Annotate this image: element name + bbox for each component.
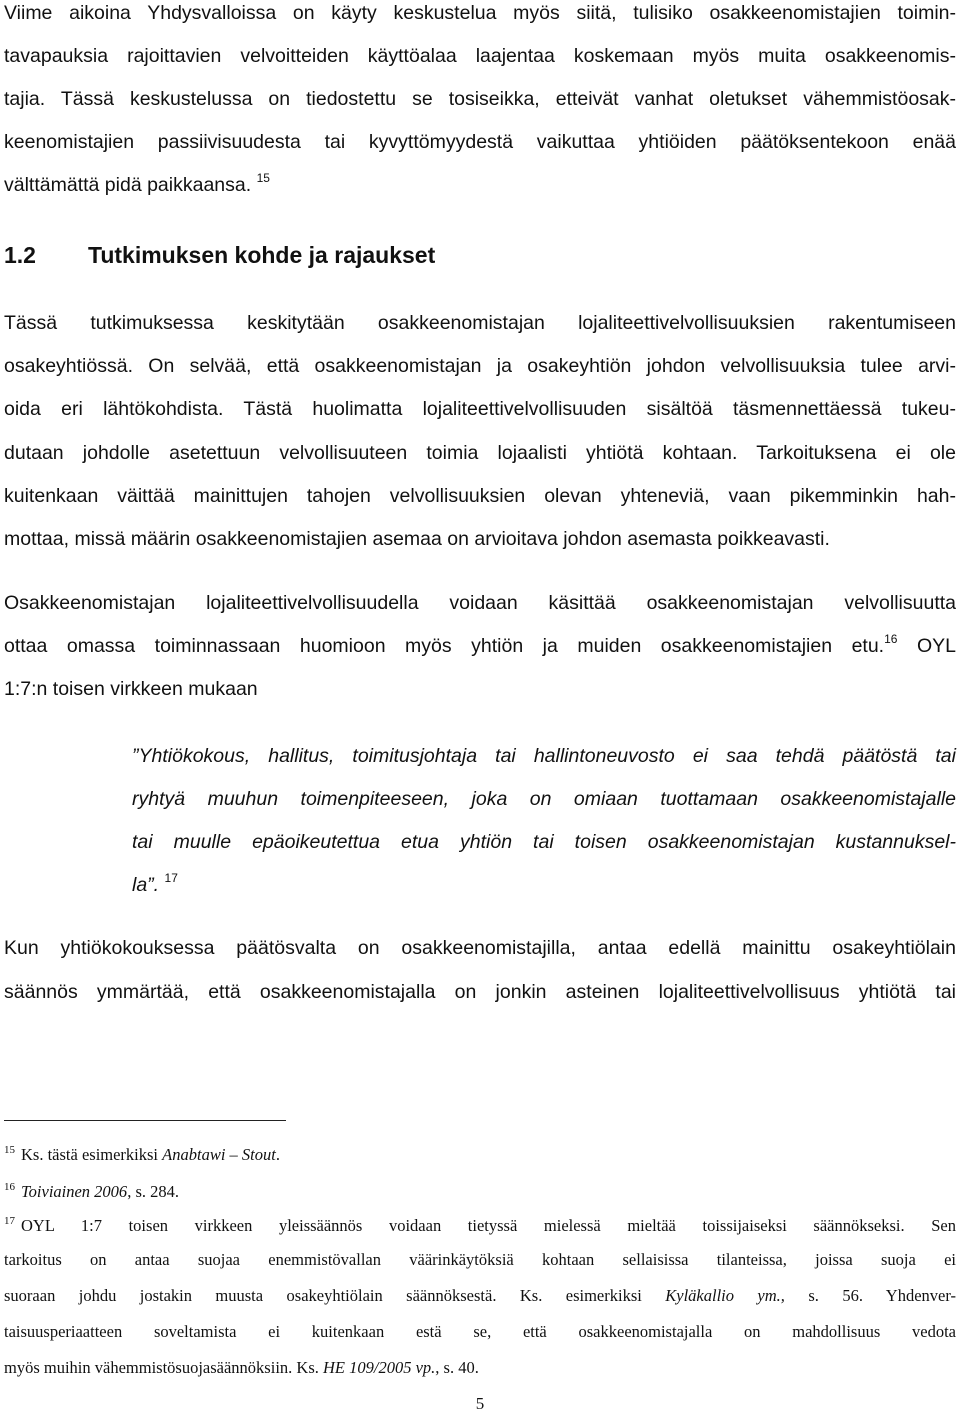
section-title: Tutkimuksen kohde ja rajaukset [88, 242, 436, 268]
paragraph3-line: säännös ymmärtää, että osakkeenomistajalla on jonkin asteinen lojaliteettivelvollisuus yhtiötä tai [4, 981, 956, 1003]
paragraph2-tail: OYL [916, 635, 957, 657]
paragraph2-line-with-ref [4, 632, 957, 657]
footnote-number: 16 [4, 1181, 15, 1193]
footnote-separator [4, 1120, 286, 1121]
paragraph1-line: oida eri lähtökohdista. Tästä huolimatta lojaliteettivelvollisuuden sisältöä täsmennettäessä tukeu- [4, 398, 956, 420]
footnote-ref-15: 15 [256, 171, 270, 185]
paragraph1-line: kuitenkaan väittää mainittujen tahojen velvollisuuksien olevan yhteneviä, vaan pikemminkin hah- [4, 485, 956, 507]
intro-line: tajia. Tässä keskustelussa on tiedostettu se tosiseikka, etteivät vanhat oletukset vähemmistöosak- [4, 88, 956, 110]
footnote-text: Ks. tästä esimerkiksi [21, 1145, 163, 1164]
footnote-17-line: tarkoitus on antaa suojaa enemmistövallan väärinkäytöksiä kohtaan sellaisissa tilanteissa, joissa suoja ei [4, 1250, 956, 1269]
footnote-text: myös muihin vähemmistösuojasäännöksiin. Ks. [4, 1358, 323, 1377]
paragraph2-text: ottaa omassa toiminnassaan huomioon myös yhtiön ja muiden osakkeenomistajien etu. [4, 635, 885, 657]
intro-line: tavapauksia rajoittavien velvoitteiden käyttöalaa laajentaa koskemaan myös muita osakkeenomis- [4, 45, 956, 67]
footnote-text: s. 56. Yhdenver- [784, 1286, 957, 1305]
footnote-text: , s. 284. [127, 1182, 179, 1201]
footnote-ref-16: 16 [884, 632, 898, 646]
paragraph1-line: osakeyhtiössä. On selvää, että osakkeenomistajan ja osakeyhtiön johdon velvollisuuksia tulee arvi- [4, 355, 956, 377]
footnote-17-line: taisuusperiaatteen soveltamista ei kuitenkaan estä se, että osakkeenomistajalla on mahdollisuus vedota [4, 1322, 956, 1341]
footnote-text: suoraan johdu jostakin muusta osakeyhtiölain säännöksestä. Ks. esimerkiksi [4, 1286, 666, 1305]
quote-text: la”. [132, 874, 160, 896]
paragraph2-line: 1:7:n toisen virkkeen mukaan [4, 678, 258, 700]
intro-line: Viime aikoina Yhdysvalloissa on käyty keskustelua myös siitä, tulisiko osakkeenomistajien toimin- [4, 2, 956, 24]
quote-line: ”Yhtiökokous, hallitus, toimitusjohtaja tai hallintoneuvosto ei saa tehdä päätöstä tai [132, 745, 956, 767]
intro-text: välttämättä pidä paikkaansa. [4, 174, 252, 196]
footnote-italic: Anabtawi – Stout [162, 1145, 276, 1164]
quote-line: ryhtyä muuhun toimenpiteeseen, joka on omiaan tuottamaan osakkeenomistajalle [132, 788, 956, 810]
footnote-15 [4, 1145, 956, 1164]
section-heading [4, 242, 435, 269]
footnote-17-line [4, 1288, 956, 1305]
footnote-number: 15 [4, 1144, 15, 1156]
paragraph1-line: Tässä tutkimuksessa keskitytään osakkeenomistajan lojaliteettivelvollisuuksien rakentumiseen [4, 312, 956, 334]
footnote-16 [4, 1182, 956, 1201]
quote-last-line [132, 871, 956, 897]
paragraph1-last-line: mottaa, missä määrin osakkeenomistajien asemaa on arvioitava johdon asemasta poikkeavasti. [4, 528, 830, 550]
paragraph1-line: dutaan johdolle asetettuun velvollisuuteen toimia lojaalisti yhtiötä kohtaan. Tarkoituksena ei ole [4, 442, 956, 464]
footnote-text: OYL 1:7 toisen virkkeen yleissäännös voidaan tietyssä mielessä mieltää toissijaiseksi säännökseksi. Sen [21, 1216, 956, 1235]
footnote-text: , s. 40. [435, 1358, 479, 1377]
footnote-text: . [275, 1145, 280, 1164]
footnote-17-line [4, 1216, 956, 1235]
footnote-italic: Kyläkallio ym., [665, 1286, 785, 1305]
intro-last-line [4, 171, 956, 196]
quote-line: tai muulle epäoikeutettua etua yhtiön tai toisen osakkeenomistajan kustannuksel- [132, 831, 956, 853]
page-number: 5 [475, 1394, 485, 1413]
footnote-italic: HE 109/2005 vp. [323, 1358, 436, 1377]
intro-line: keenomistajien passiivisuudesta tai kyvyttömyydestä vaikuttaa yhtiöiden päätöksentekoon enää [4, 131, 956, 153]
section-number: 1.2 [4, 242, 36, 268]
paragraph2-line: Osakkeenomistajan lojaliteettivelvollisuudella voidaan käsittää osakkeenomistajan velvollisuutta [4, 592, 956, 614]
footnote-number: 17 [4, 1215, 15, 1227]
footnote-italic: Toiviainen 2006 [21, 1182, 128, 1201]
footnote-17-line [4, 1360, 956, 1377]
paragraph3-line: Kun yhtiökokouksessa päätösvalta on osakkeenomistajilla, antaa edellä mainittu osakeyhtiölain [4, 937, 956, 959]
footnote-ref-17: 17 [164, 871, 178, 885]
